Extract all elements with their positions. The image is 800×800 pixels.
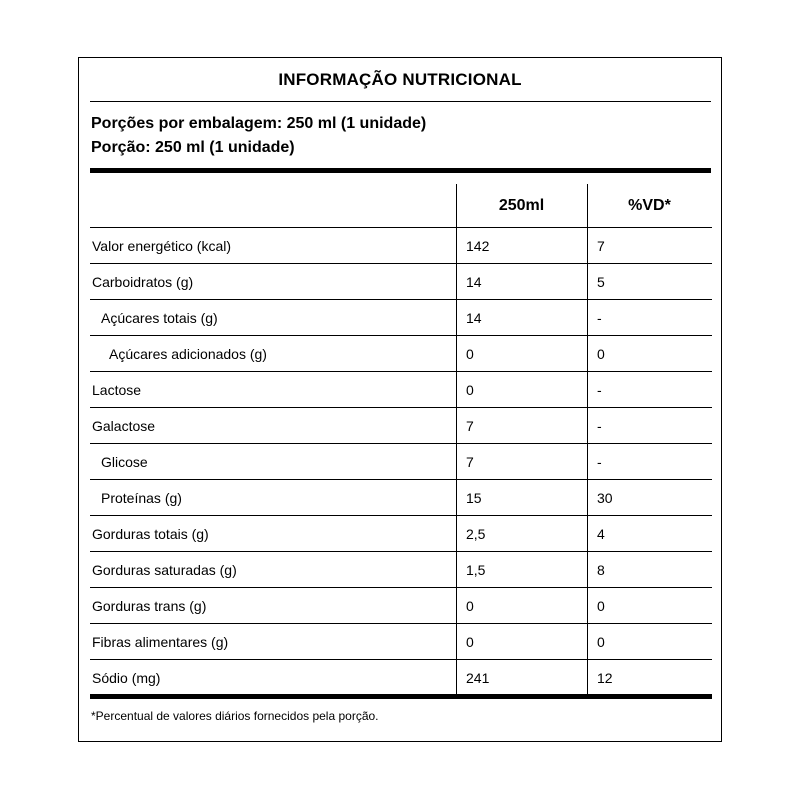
table-row [90, 408, 712, 444]
portion-divider [90, 168, 711, 173]
nutrient-value: 7 [466, 418, 474, 434]
nutrient-name: Glicose [101, 454, 148, 470]
table-row [90, 444, 712, 480]
nutrient-value: 14 [466, 310, 482, 326]
nutrient-vd: 4 [597, 526, 605, 542]
table-header-row [90, 184, 712, 228]
table-row [90, 516, 712, 552]
table-row [90, 372, 712, 408]
panel-title: INFORMAÇÃO NUTRICIONAL [278, 70, 522, 89]
title-divider [90, 101, 711, 102]
nutrient-vd: 0 [597, 634, 605, 650]
nutrient-name: Galactose [92, 418, 156, 434]
nutrient-value: 15 [466, 490, 482, 506]
nutrient-vd: 12 [597, 670, 613, 686]
nutrient-value: 0 [466, 634, 474, 650]
nutrient-value: 0 [466, 598, 474, 614]
table-row [90, 300, 712, 336]
nutrient-vd: 30 [597, 490, 613, 506]
nutrient-name: Gorduras totais (g) [92, 526, 209, 542]
nutrient-value: 7 [466, 454, 474, 470]
nutrient-name: Gorduras saturadas (g) [92, 562, 237, 578]
nutrient-value: 2,5 [466, 526, 486, 542]
nutrient-vd: - [597, 418, 602, 434]
table-row [90, 660, 712, 696]
nutrient-vd: 7 [597, 238, 605, 254]
nutrient-name: Carboidratos (g) [92, 274, 194, 290]
table-row [90, 480, 712, 516]
nutrient-name: Proteínas (g) [101, 490, 182, 506]
nutrient-vd: - [597, 310, 602, 326]
table-row [90, 264, 712, 300]
nutrient-vd: 5 [597, 274, 605, 290]
nutrient-vd: - [597, 382, 602, 398]
nutrient-name: Açúcares totais (g) [101, 310, 218, 326]
header-250ml: 250ml [498, 197, 545, 214]
nutrient-value: 241 [466, 670, 490, 686]
portions-per-package: Porções por embalagem: 250 ml (1 unidade) [91, 115, 427, 132]
footnote: *Percentual de valores diários fornecidos pela porção. [91, 709, 379, 723]
table-row [90, 228, 712, 264]
table-row [90, 588, 712, 624]
nutrient-value: 0 [466, 346, 474, 362]
nutrient-vd: 0 [597, 598, 605, 614]
nutrient-name: Açúcares adicionados (g) [109, 346, 267, 362]
nutrient-value: 1,5 [466, 562, 486, 578]
nutrient-value: 142 [466, 238, 490, 254]
nutrient-name: Fibras alimentares (g) [92, 634, 229, 650]
nutrient-vd: - [597, 454, 602, 470]
header-vd: %VD* [628, 197, 671, 214]
nutrient-name: Valor energético (kcal) [92, 238, 232, 254]
nutrient-value: 14 [466, 274, 482, 290]
nutrient-name: Lactose [92, 382, 142, 398]
nutrient-vd: 0 [597, 346, 605, 362]
nutrient-name: Gorduras trans (g) [92, 598, 207, 614]
nutrient-name: Sódio (mg) [92, 670, 161, 686]
portion-size: Porção: 250 ml (1 unidade) [91, 139, 295, 156]
table-row [90, 624, 712, 660]
table-row [90, 552, 712, 588]
table-bottom-divider [90, 694, 712, 699]
nutrient-vd: 8 [597, 562, 605, 578]
nutrition-facts-panel [78, 57, 722, 742]
nutrition-table [90, 184, 712, 699]
nutrient-value: 0 [466, 382, 474, 398]
table-row [90, 336, 712, 372]
